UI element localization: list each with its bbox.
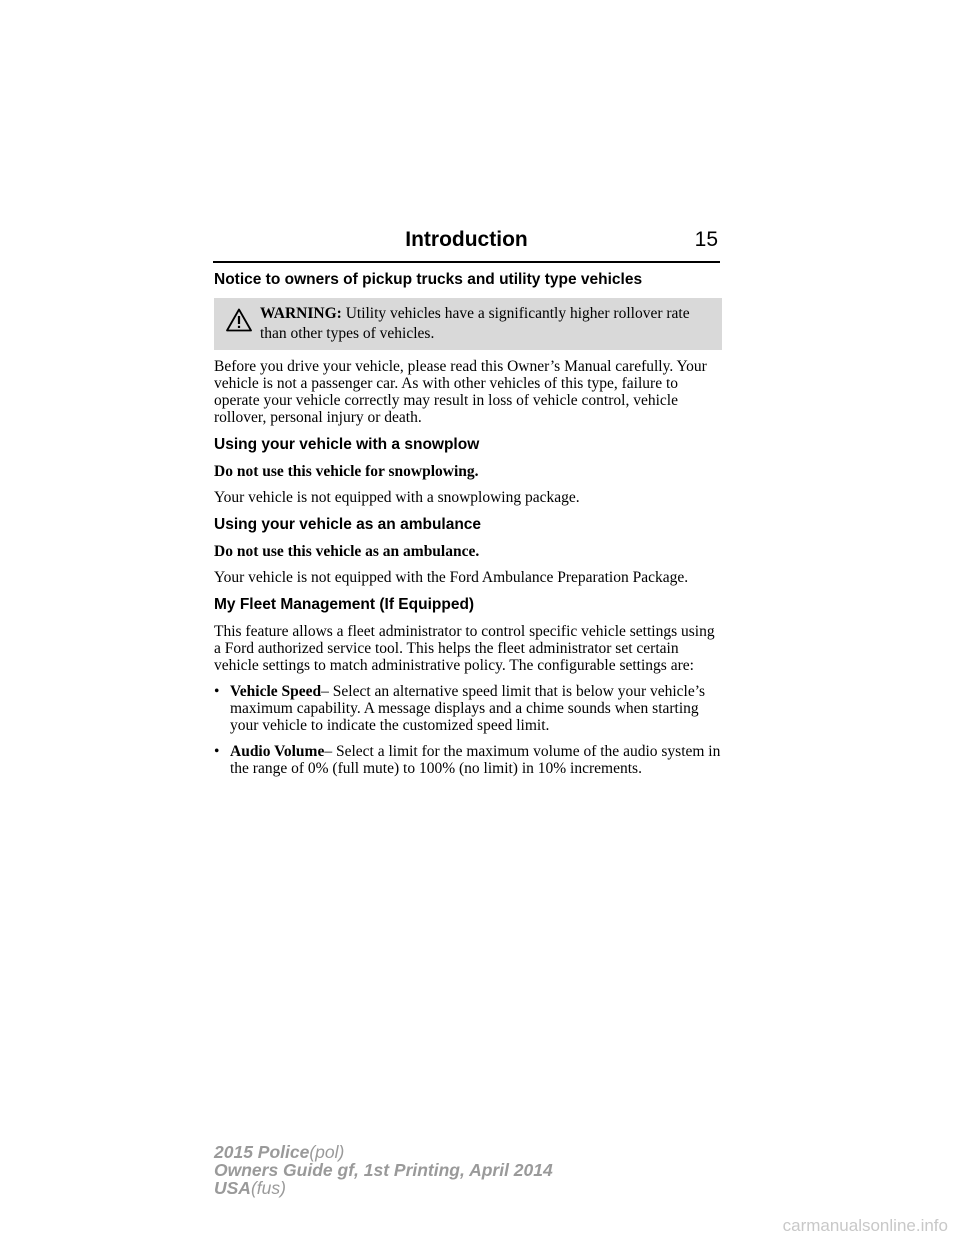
fleet-body: This feature allows a fleet administrator to control specific vehicle settings using a Ford authorized service tool. This helps the fleet administrator set certain vehicle settings to match administrative policy. The configurable settings are: xyxy=(214,623,715,674)
section-heading-pickup: Notice to owners of pickup trucks and utility type vehicles xyxy=(214,271,643,288)
warning-triangle-icon xyxy=(226,308,252,332)
page-number: 15 xyxy=(694,228,718,251)
bullet-text: – Select a limit for the maximum volume of the audio system in the range of 0% (full mute) to 100% (no limit) in 10% increments. xyxy=(230,743,721,777)
page-content xyxy=(214,270,722,786)
bullet-icon: • xyxy=(214,683,220,700)
section-heading-snowplow: Using your vehicle with a snowplow xyxy=(214,436,480,453)
footer-region-code: (fus) xyxy=(250,1178,286,1198)
pickup-body: Before you drive your vehicle, please read this Owner’s Manual carefully. Your vehicle is not a passenger car. As with other vehicles of this type, failure to operate your vehicle correctly may result in loss of vehicle control, vehicle rollover, personal injury or death. xyxy=(214,358,707,426)
footer-region: USA xyxy=(214,1178,251,1198)
footer-line-model xyxy=(214,1143,553,1161)
watermark: carmanualsonline.info xyxy=(782,1216,948,1235)
page-header xyxy=(213,228,720,263)
warning-label: WARNING: xyxy=(260,305,342,322)
footer-model-code: (pol) xyxy=(309,1142,345,1162)
section-heading-fleet: My Fleet Management (If Equipped) xyxy=(214,596,475,613)
footer-line-guide: Owners Guide gf, 1st Printing, April 2014 xyxy=(214,1160,553,1180)
bullet-icon: • xyxy=(214,743,220,760)
ambulance-body: Your vehicle is not equipped with the Ford Ambulance Preparation Package. xyxy=(214,569,689,586)
snowplow-body: Your vehicle is not equipped with a snowplowing package. xyxy=(214,489,580,506)
page-title: Introduction xyxy=(405,228,528,251)
bullet-text: – Select an alternative speed limit that is below your vehicle’s maximum capability. A message displays and a chime sounds when starting your vehicle to indicate the customized speed limit. xyxy=(230,683,706,734)
bullet-term: Vehicle Speed xyxy=(230,683,322,700)
list-item xyxy=(214,683,722,734)
footer-model: 2015 Police xyxy=(214,1142,310,1162)
warning-text: Utility vehicles have a significantly higher rollover rate than other types of vehicles. xyxy=(260,305,690,342)
section-heading-ambulance: Using your vehicle as an ambulance xyxy=(214,516,482,533)
ambulance-notice: Do not use this vehicle as an ambulance. xyxy=(214,543,480,560)
snowplow-notice: Do not use this vehicle for snowplowing. xyxy=(214,463,479,480)
bullet-term: Audio Volume xyxy=(230,743,325,760)
footer-line-region xyxy=(214,1179,553,1197)
list-item xyxy=(214,743,722,777)
warning-box xyxy=(214,298,722,350)
page-footer xyxy=(214,1143,553,1197)
